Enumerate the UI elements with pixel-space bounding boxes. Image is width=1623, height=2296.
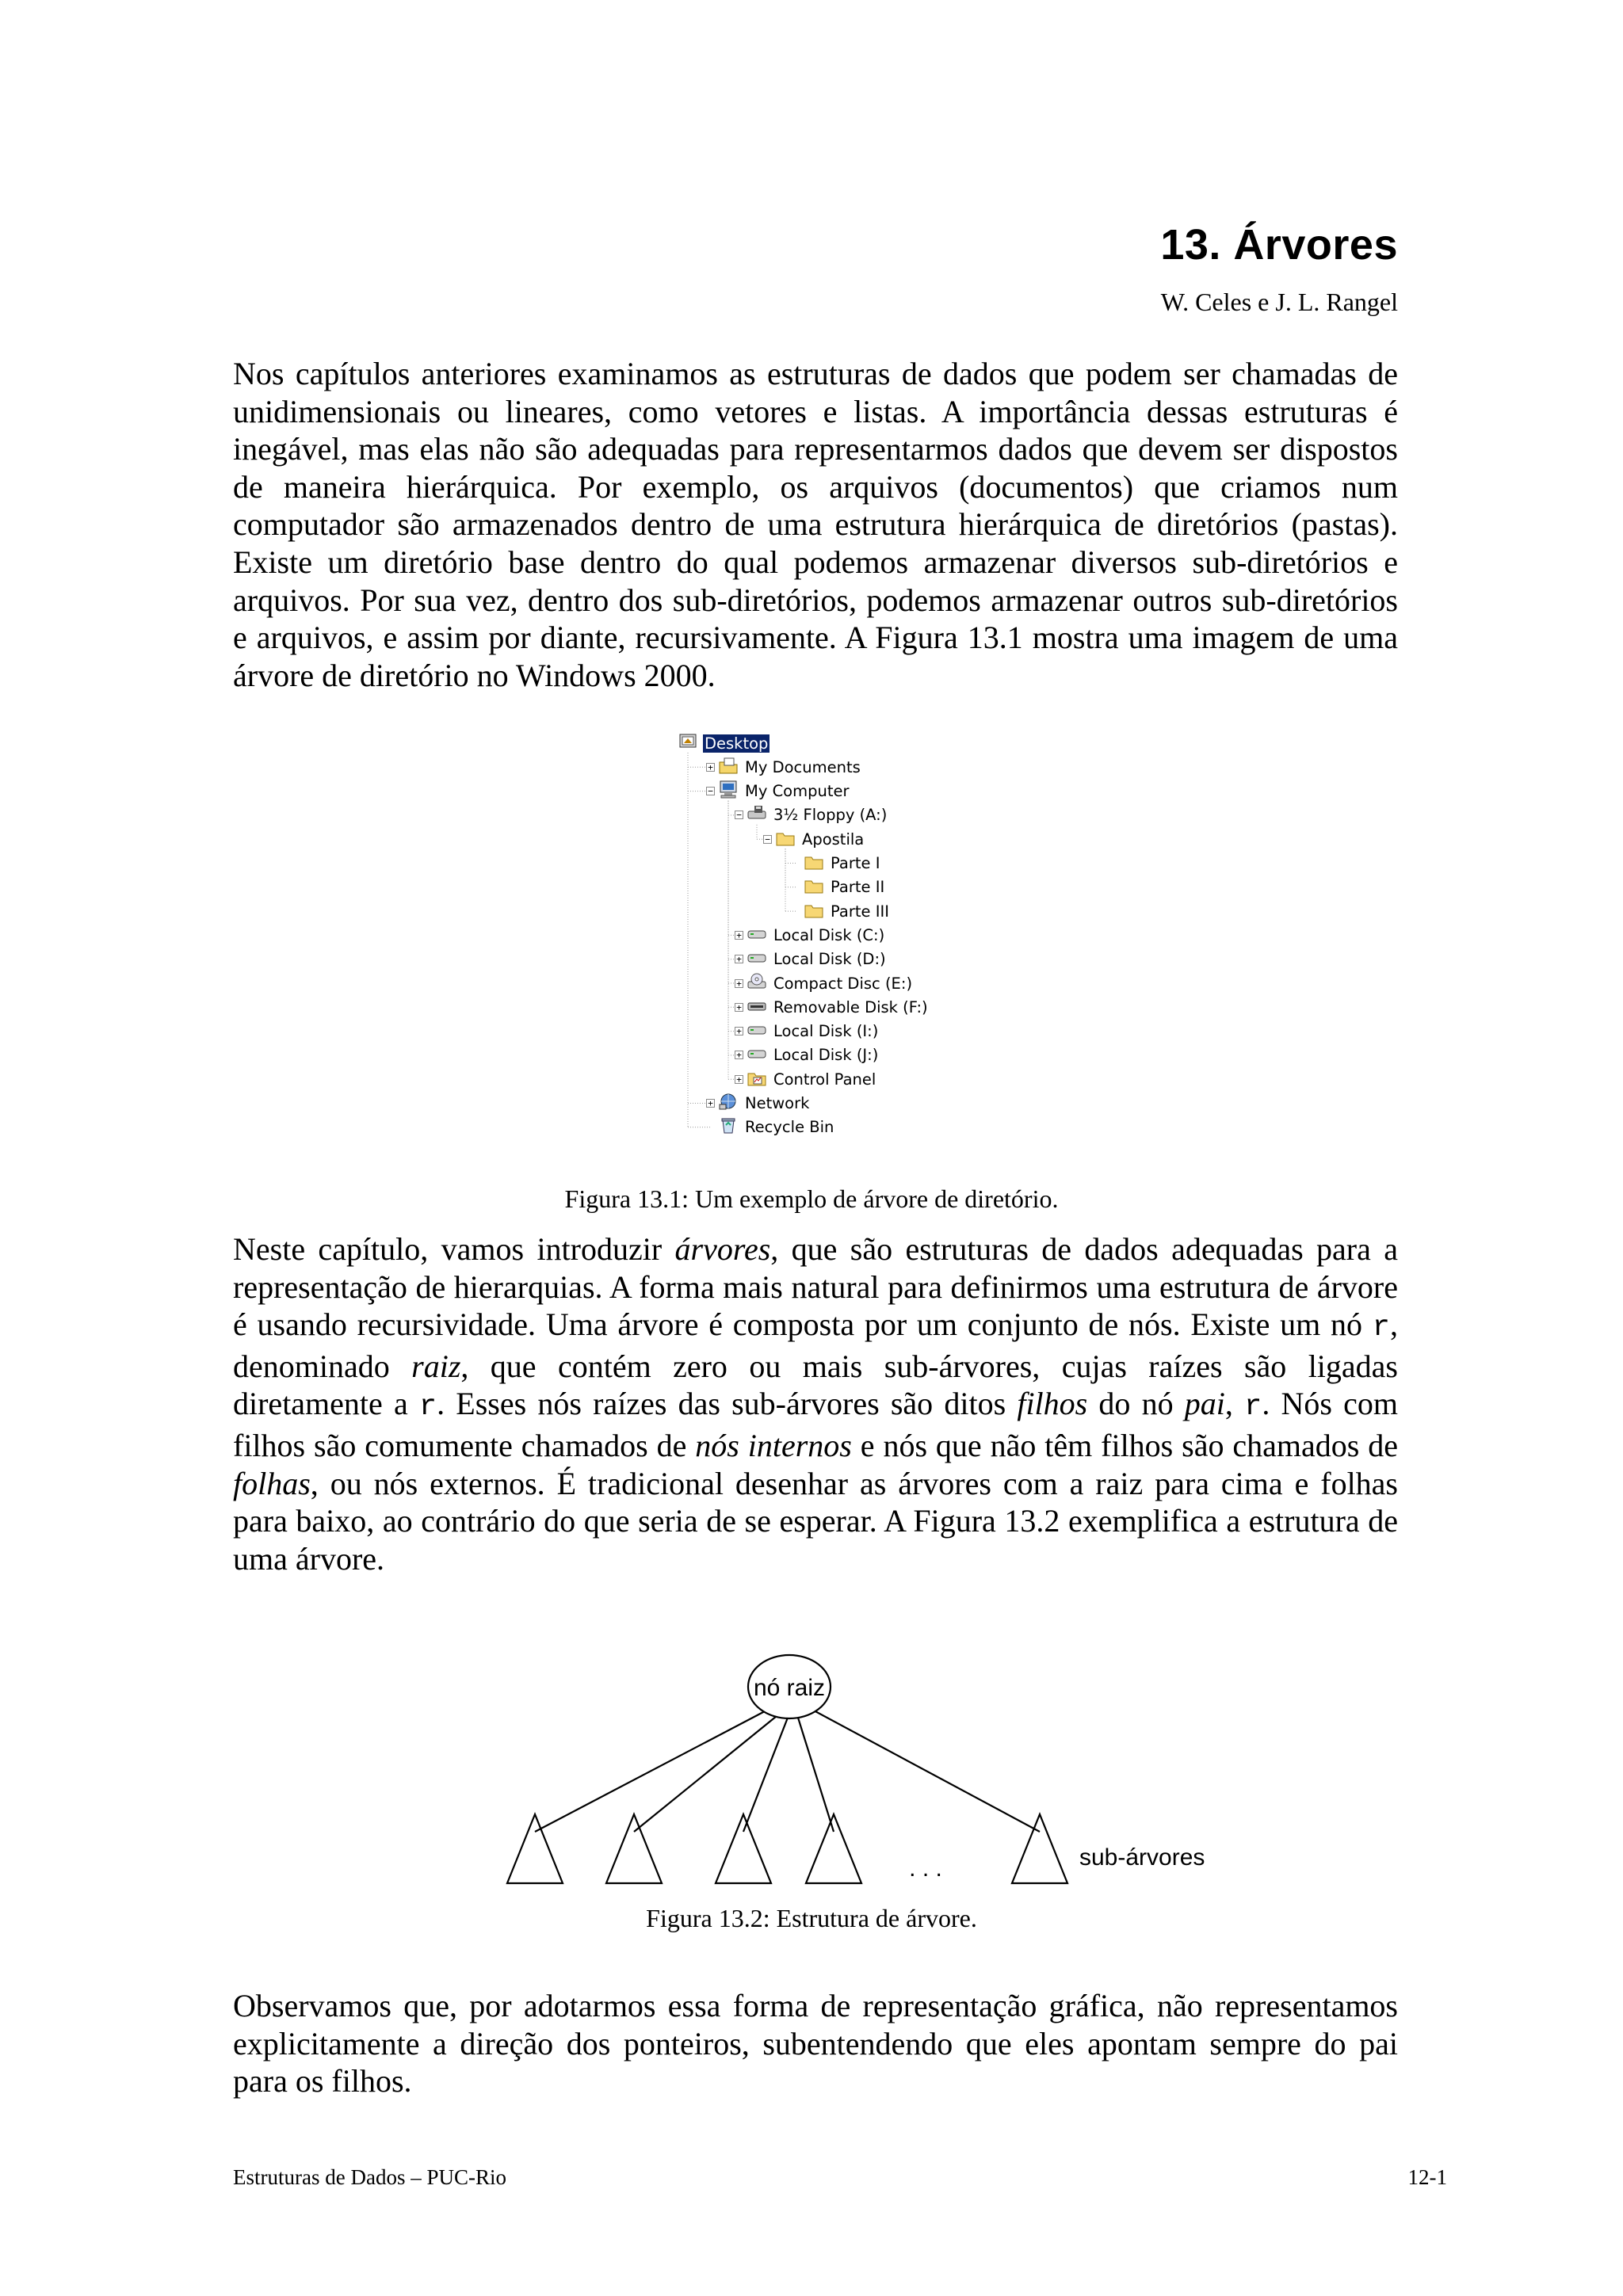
hard-disk-icon [747, 948, 772, 971]
tree-item-label: Parte II [831, 878, 885, 897]
ellipsis: . . . [909, 1855, 942, 1882]
tree-item[interactable] [763, 827, 865, 851]
subtree-triangle-2 [606, 1814, 662, 1883]
pointer-direction-paragraph: Observamos que, por adotarmos essa forma de representação gráfica, não representamos explicitamente a direção dos ponteiros, subentendendo que eles apontam sempre do pai para os filhos. [233, 1988, 1398, 2100]
tree-item-label: Desktop [705, 734, 769, 753]
cd-drive-icon [747, 972, 772, 995]
figure-1-caption: Figura 13.1: Um exemplo de árvore de diretório. [564, 1184, 1059, 1213]
tree-item-label: Local Disk (I:) [773, 1022, 879, 1041]
tree-item-label: Control Panel [773, 1070, 876, 1089]
folder-icon [775, 828, 800, 851]
network-icon [718, 1092, 743, 1115]
desktop-icon [678, 732, 703, 755]
folder-icon [804, 852, 829, 875]
tree-item[interactable] [735, 1020, 880, 1043]
tree-item-label: 3½ Floppy (A:) [773, 806, 888, 825]
tree-item-label: Apostila [802, 830, 865, 849]
edge-4 [798, 1718, 834, 1832]
edge-1 [535, 1711, 765, 1832]
tree-item-label: Parte I [831, 854, 880, 872]
footer-book-title: Estruturas de Dados – PUC-Rio [233, 2165, 506, 2189]
hard-disk-icon [747, 924, 772, 947]
collapse-minus-icon[interactable]: − [735, 810, 743, 819]
hard-disk-icon [747, 1020, 772, 1043]
expand-plus-icon[interactable]: + [706, 763, 715, 772]
expand-plus-icon[interactable]: + [735, 1051, 743, 1059]
tree-item-label: Local Disk (J:) [773, 1046, 879, 1065]
expand-plus-icon[interactable]: + [735, 931, 743, 940]
removable-disk-icon [747, 996, 772, 1019]
tree-item-label: Removable Disk (F:) [773, 997, 928, 1016]
tree-item-label: My Documents [745, 757, 861, 776]
expand-plus-icon[interactable]: + [735, 1003, 743, 1012]
collapse-minus-icon[interactable]: − [706, 787, 715, 795]
authors: W. Celes e J. L. Rangel [1160, 288, 1398, 316]
control-panel-icon [747, 1068, 772, 1091]
tree-item-label: Parte III [831, 902, 889, 921]
subtree-triangle-1 [507, 1814, 563, 1883]
edge-2 [634, 1716, 777, 1832]
figure-2-caption: Figura 13.2: Estrutura de árvore. [646, 1904, 977, 1932]
expand-plus-icon[interactable]: + [735, 1027, 743, 1035]
tree-item-label: My Computer [745, 782, 850, 801]
root-node-label: nó raiz [753, 1675, 826, 1701]
expand-plus-icon[interactable]: + [706, 1099, 715, 1108]
tree-item[interactable] [706, 1116, 835, 1139]
floppy-drive-icon [747, 803, 772, 826]
folder-icon [804, 875, 829, 898]
subtree-triangle-5 [1012, 1814, 1067, 1883]
tree-item[interactable] [735, 995, 930, 1019]
tree-item-label: Recycle Bin [745, 1118, 834, 1137]
edge-3 [743, 1718, 788, 1832]
subtree-triangle-4 [806, 1814, 861, 1883]
page-number: 12-1 [1407, 2165, 1447, 2189]
edge-5 [812, 1710, 1040, 1832]
tree-item[interactable] [706, 780, 851, 803]
tree-item[interactable] [735, 1043, 880, 1067]
tree-item[interactable] [792, 899, 891, 923]
my-computer-icon [718, 780, 743, 803]
tree-item-label: Local Disk (D:) [773, 950, 886, 969]
tree-item[interactable] [792, 875, 886, 899]
subtree-triangle-3 [716, 1814, 771, 1883]
folder-icon [804, 900, 829, 923]
tree-item[interactable] [735, 948, 888, 971]
tree-item[interactable] [792, 852, 881, 875]
directory-tree [678, 731, 931, 1139]
tree-item[interactable] [735, 923, 886, 947]
tree-item[interactable] [678, 731, 769, 755]
tree-structure-diagram [491, 1624, 1205, 1894]
chapter-title: 13. Árvores [1160, 221, 1398, 269]
hard-disk-icon [747, 1043, 772, 1066]
tree-item[interactable] [735, 1067, 877, 1091]
tree-item[interactable] [735, 971, 914, 995]
tree-item[interactable] [706, 1092, 811, 1116]
tree-item[interactable] [706, 755, 862, 779]
subtrees-label: sub-árvores [1079, 1844, 1205, 1871]
recycle-bin-icon [718, 1116, 743, 1138]
collapse-minus-icon[interactable]: − [763, 835, 772, 844]
expand-plus-icon[interactable]: + [735, 979, 743, 988]
expand-plus-icon[interactable]: + [735, 955, 743, 963]
tree-item[interactable] [735, 803, 888, 827]
intro-paragraph: Nos capítulos anteriores examinamos as estruturas de dados que podem ser chamadas de unidimensionais ou lineares, como vetores e listas. A importância dessas estruturas é inegável, mas elas não são adequadas para representarmos dados que devem ser dispostos de maneira hierárquica. Por exemplo, os arquivos (documentos) que criamos num computador são armazenados dentro de uma estrutura hierárquica de diretórios (pastas). Existe um diretório base dentro do qual podemos armazenar diversos sub-diretórios e arquivos. Por sua vez, dentro dos sub-diretórios, podemos armazenar outros sub-diretórios e arquivos, e assim por diante, recursivamente. A Figura 13.1 mostra uma imagem de uma árvore de diretório no Windows 2000. [233, 356, 1398, 693]
tree-item-label: Local Disk (C:) [773, 925, 885, 944]
tree-item-label: Compact Disc (E:) [773, 974, 913, 993]
tree-item-label: Network [745, 1094, 810, 1112]
my-documents-icon [718, 756, 743, 779]
tree-definition-paragraph: Neste capítulo, vamos introduzir árvores, que são estruturas de dados adequadas para a representação de hierarquias. A forma mais natural para definirmos uma estrutura de árvore é usando recursividade. Uma árvore é composta por um conjunto de nós. Existe um nó r, denominado raiz, que contém zero ou mais sub-árvores, cujas raízes são ligadas diretamente a r. Esses nós raízes das sub-árvores são ditos filhos do nó pai, r. Nós com filhos são comumente chamados de nós internos e nós que não têm filhos são chamados de folhas, ou nós externos. É tradicional desenhar as árvores com a raiz para cima e folhas para baixo, ao contrário do que seria de se esperar. A Figura 13.2 exemplifica a estrutura de uma árvore. [233, 1231, 1398, 1577]
expand-plus-icon[interactable]: + [735, 1075, 743, 1084]
